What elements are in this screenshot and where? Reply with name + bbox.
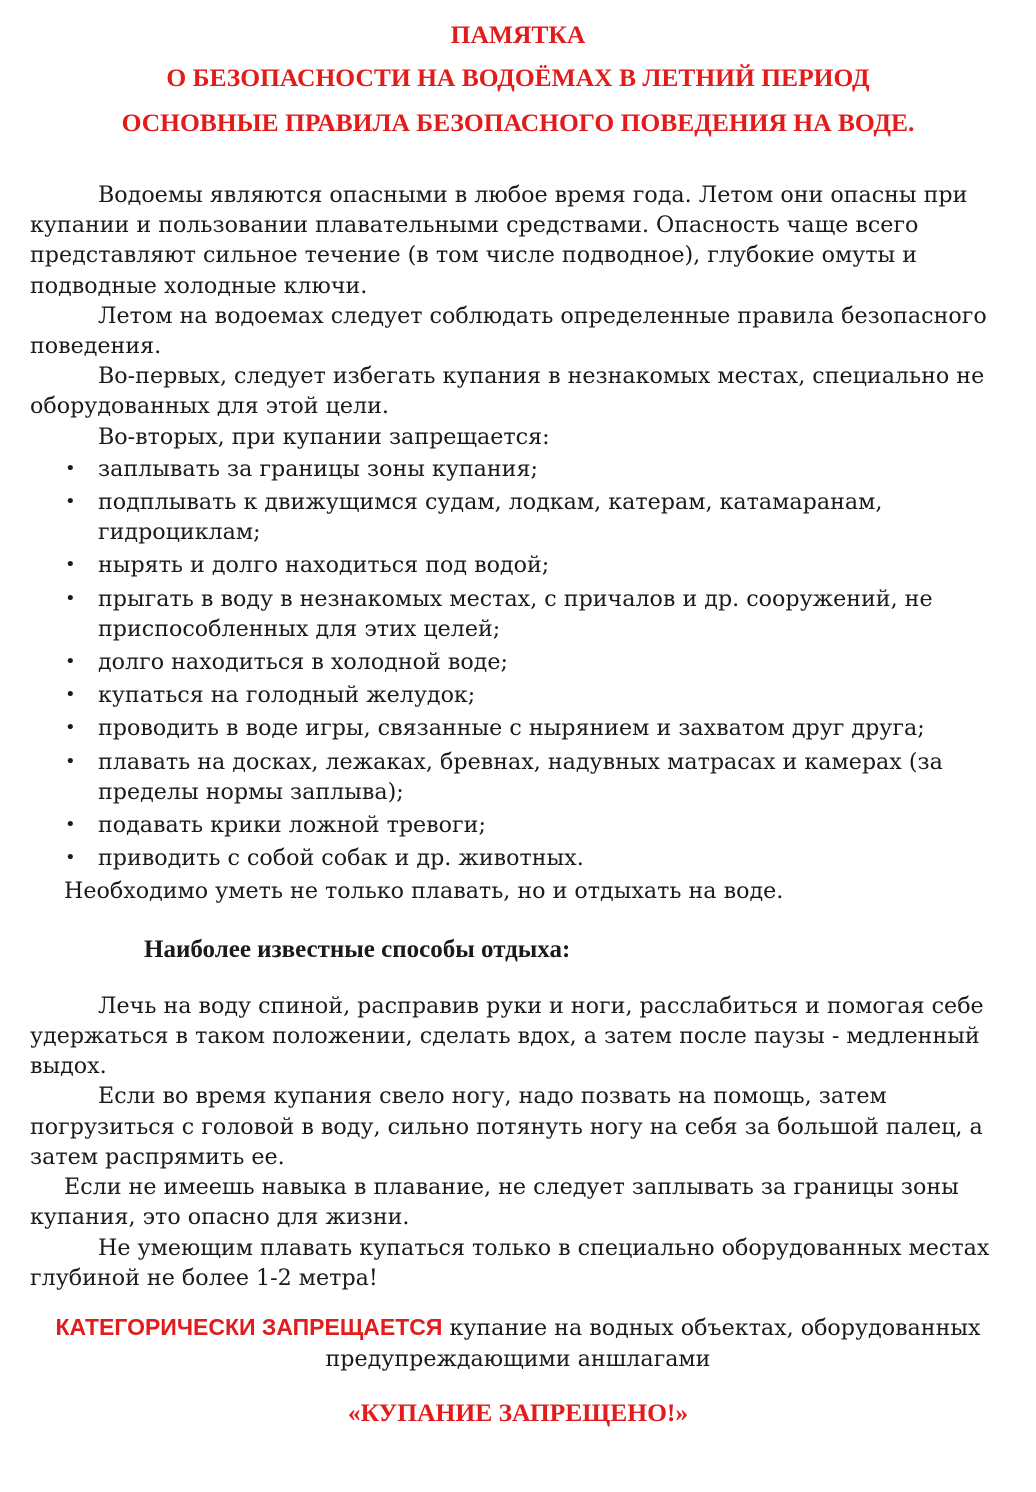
rest-paragraph-1: Лечь на воду спиной, расправив руки и ноги, расслабиться и помогая себе удержаться в таком положении, сделать вдох, а затем после паузы - медленный выдох. — [30, 992, 984, 1080]
prohibited-list — [30, 454, 1020, 874]
rest-heading: Наиболее известные способы отдыха: — [144, 935, 571, 963]
list-item: • купаться на голодный желудок; — [30, 680, 1020, 710]
memo-subtitle: О БЕЗОПАСНОСТИ НА ВОДОЁМАХ В ЛЕТНИЙ ПЕРИОД — [166, 63, 870, 92]
intro-paragraph-3: Во-первых, следует избегать купания в незнакомых местах, специально не оборудованных для этой цели. — [30, 363, 985, 420]
intro-paragraph-4: Во-вторых, при купании запрещается: — [98, 423, 550, 450]
bullet-icon: • — [65, 717, 76, 739]
intro-paragraph-2: Летом на водоемах следует соблюдать определенные правила безопасного поведения. — [30, 302, 987, 360]
warning-text: купание на водных объектах, оборудованных предупреждающими аншлагами — [325, 1315, 981, 1372]
intro-paragraph-1: Водоемы являются опасными в любое время года. Летом они опасны при купании и пользовании плавательными средствами. Опасность чаще всего представляют сильное течение (в том числе подводное), глубокие омуты и подводные холодные ключи. — [30, 182, 968, 299]
warning-emphasis: КАТЕГОРИЧЕСКИ ЗАПРЕЩАЕТСЯ — [55, 1314, 443, 1340]
bullet-icon: • — [65, 847, 76, 869]
list-item: • проводить в воде игры, связанные с нырянием и захватом друг друга; — [30, 713, 1020, 743]
list-item: • прыгать в воду в незнакомых местах, с причалов и др. сооружений, не приспособленных для этих целей; — [65, 585, 933, 642]
prohibition-warning — [0, 1312, 1036, 1375]
bullet-icon: • — [65, 651, 76, 673]
bullet-icon: • — [65, 587, 76, 609]
bullet-icon: • — [65, 457, 76, 479]
list-item: • долго находиться в холодной воде; — [30, 647, 1020, 677]
list-item: • плавать на досках, лежаках, бревнах, надувных матрасах и камерах (за пределы нормы заплыва); — [65, 748, 943, 805]
bullet-icon: • — [65, 684, 76, 706]
rest-paragraph-2: Если во время купания свело ногу, надо позвать на помощь, затем погрузиться с головой в воду, сильно потянуть ногу на себя за большой палец, а затем распрямить ее. — [30, 1083, 983, 1170]
list-item: • подплывать к движущимся судам, лодкам, катерам, катамаранам, гидроциклам; — [65, 489, 883, 546]
bullet-icon: • — [65, 554, 76, 576]
list-item: • нырять и долго находиться под водой; — [30, 550, 1020, 580]
bullet-icon: • — [65, 814, 76, 836]
memo-title: ПАМЯТКА — [450, 20, 586, 49]
rest-paragraph-4: Не умеющим плавать купаться только в специально оборудованных местах глубиной не более 1-2 метра! — [30, 1234, 990, 1291]
list-item: • приводить с собой собак и др. животных. — [30, 843, 1020, 873]
memo-body — [30, 180, 1020, 1293]
list-item: • подавать крики ложной тревоги; — [30, 810, 1020, 840]
rest-paragraph-3: Если не имеешь навыка в плавание, не следует заплывать за границы зоны купания, это опасно для жизни. — [30, 1174, 959, 1231]
after-list-note: Необходимо уметь не только плавать, но и отдыхать на воде. — [64, 878, 784, 905]
memo-rules-title: ОСНОВНЫЕ ПРАВИЛА БЕЗОПАСНОГО ПОВЕДЕНИЯ НА ВОДЕ. — [121, 108, 915, 137]
bullet-icon: • — [65, 491, 76, 513]
bullet-icon: • — [65, 750, 76, 772]
no-swimming-sign-text: «КУПАНИЕ ЗАПРЕЩЕНО!» — [347, 1398, 689, 1427]
list-item: • заплывать за границы зоны купания; — [30, 454, 1020, 484]
